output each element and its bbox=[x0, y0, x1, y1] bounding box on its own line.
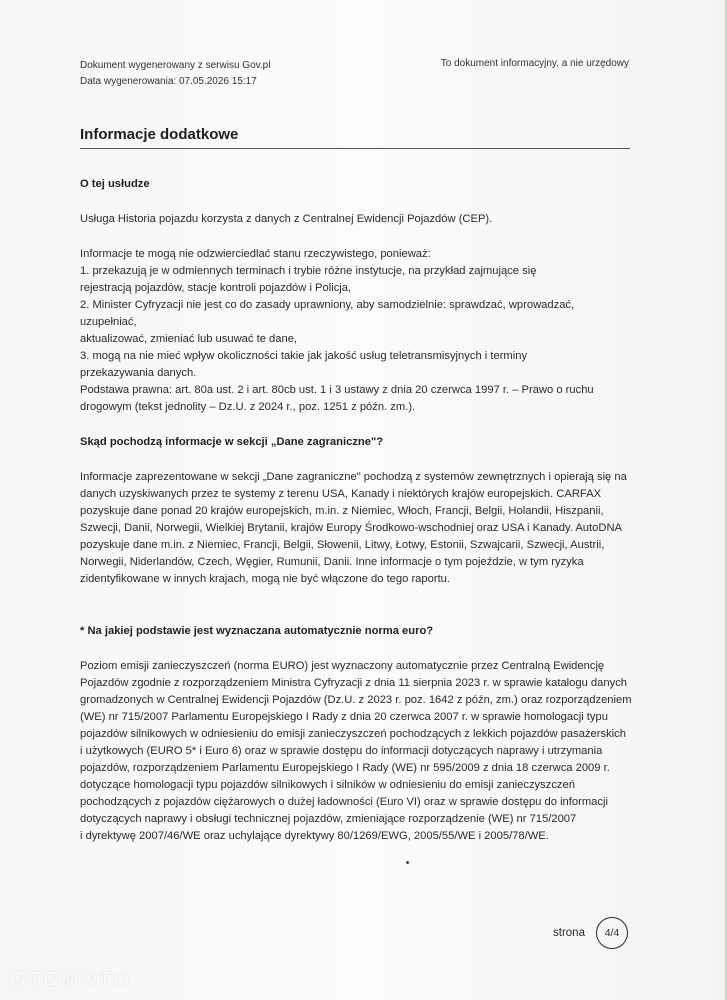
euro-norm-paragraph bbox=[80, 658, 632, 845]
about-line: 3. mogą na nie mieć wpływ okoliczności takie jak jakość usług teletransmisyjnych i terminy bbox=[80, 350, 528, 362]
foreign-line: zidentyfikowane w innych krajach, mogą nie być włączone do tego raportu. bbox=[80, 573, 451, 585]
euro-line: pojazdów silnikowych w odniesieniu do emisji zanieczyszczeń pochodzących z lekkich pojazdów pasażerskich bbox=[80, 728, 626, 740]
foreign-data-heading: Skąd pochodzą informacje w sekcji „Dane zagraniczne"? bbox=[80, 436, 384, 448]
page-number-badge bbox=[596, 917, 628, 949]
document-header-meta bbox=[80, 58, 270, 90]
euro-line: pojazdów, rozporządzeniem Parlamentu Europejskiego I Rady (WE) nr 595/2009 z dnia 18 czerwca 2009 r. bbox=[80, 762, 610, 774]
about-line: 2. Minister Cyfryzacji nie jest co do zasady uprawniony, aby samodzielnie: sprawdzać, wprowadzać, uzupełniać, bbox=[80, 299, 575, 328]
stray-dot bbox=[406, 861, 409, 864]
foreign-data-paragraph bbox=[80, 469, 632, 588]
euro-line: i użytkowych (EURO 5* i Euro 6) oraz w sprawie dostępu do informacji dotyczących naprawy i utrzymania bbox=[80, 745, 603, 757]
euro-line: gromadzonych w Centralnej Ewidencji Pojazdów (Dz.U. z 2023 r. poz. 1642 z późn, zm.) oraz rozporządzeniem bbox=[80, 694, 632, 706]
about-line: Podstawa prawna: art. 80a ust. 2 i art. 80cb ust. 1 i 3 ustawy z dnia 20 czerwca 1997 r. – Prawo o ruchu bbox=[80, 384, 594, 396]
about-line: aktualizować, zmieniać lub usuwać te dane, bbox=[80, 333, 298, 345]
foreign-line: danych uzyskiwanych przez te systemy z terenu USA, Kanady i niektórych krajów europejskich. CARFAX bbox=[80, 488, 602, 500]
info-notice-text: To dokument informacyjny, a nie urzędowy bbox=[440, 58, 629, 69]
about-heading: O tej usłudze bbox=[80, 178, 150, 190]
euro-line: (WE) nr 715/2007 Parlamentu Europejskiego I Rady z dnia 20 czerwca 2007 r. w sprawie homologacji typu bbox=[80, 711, 608, 723]
euro-line: i dyrektywę 2007/46/WE oraz uchylające dyrektywy 80/1269/EWG, 2005/55/WE i 2005/78/WE. bbox=[80, 830, 549, 842]
about-line: drogowym (tekst jednolity – Dz.U. z 2024 r., poz. 1251 z późn. zm.). bbox=[80, 401, 416, 413]
foreign-line: Norwegii, Niderlandów, Czech, Węgier, Rumunii, Danii. Inne informacje o tym pojeździe, w tym ryzyka bbox=[80, 556, 584, 568]
generated-by-text: Dokument wygenerowany z serwisu Gov.pl bbox=[80, 60, 271, 71]
euro-line: Pojazdów zgodnie z rozporządzeniem Ministra Cyfryzacji z dnia 11 sierpnia 2023 r. w sprawie katalogu danych bbox=[80, 677, 628, 689]
page-label: strona bbox=[553, 927, 585, 939]
euro-norm-heading: * Na jakiej podstawie jest wyznaczana automatycznie norma euro? bbox=[80, 625, 434, 637]
about-line: 1. przekazują je w odmiennych terminach i trybie różne instytucje, na przykład zajmujące się bbox=[80, 265, 537, 277]
euro-line: dotyczących naprawy i obsługi technicznej pojazdów, zmieniające rozporządzenie (WE) nr 715/2007 bbox=[80, 813, 577, 825]
document-content bbox=[80, 176, 632, 845]
otomoto-watermark: OTOMOTO bbox=[10, 968, 132, 991]
foreign-line: Informacje zaprezentowane w sekcji „Dane zagraniczne" pochodzą z systemów zewnętrznych i opierają się na bbox=[80, 471, 627, 483]
foreign-line: pozyskuje dane m.in. z Niemiec, Francji, Belgii, Słowenii, Litwy, Łotwy, Estonii, Szwajcarii, Szwecji, Austrii, bbox=[80, 539, 605, 551]
euro-line: Poziom emisji zanieczyszczeń (norma EURO) jest wyznaczony automatycznie przez Centralną Ewidencję bbox=[80, 660, 605, 672]
euro-line: dotyczące homologacji typu pojazdów silnikowych i silników w odniesieniu do emisji zanieczyszczeń bbox=[80, 779, 575, 791]
about-paragraph bbox=[80, 246, 632, 416]
foreign-line: Szwecji, Danii, Norwegii, Wielkiej Brytanii, krajów Europy Środkowo-wschodniej oraz USA i Kanady. AutoDNA bbox=[80, 522, 622, 534]
generated-at-text: Data wygenerowania: 07.05.2026 15:17 bbox=[80, 76, 257, 87]
about-line: Informacje te mogą nie odzwierciedlać stanu rzeczywistego, ponieważ: bbox=[80, 248, 431, 260]
section-divider bbox=[80, 148, 630, 149]
section-title: Informacje dodatkowe bbox=[80, 126, 239, 143]
page-number: 4/4 bbox=[604, 927, 620, 939]
euro-line: pochodzących z pojazdów ciężarowych o dużej ładowności (Euro VI) oraz w sprawie dostępu do informacji bbox=[80, 796, 608, 808]
about-line: przekazywania danych. bbox=[80, 367, 197, 379]
foreign-line: pozyskuje dane ponad 20 krajów europejskich, m.in. z Niemiec, Włoch, Francji, Belgii, Holandii, Hiszpanii, bbox=[80, 505, 604, 517]
about-line: rejestracją pojazdów, stacje kontroli pojazdów i Policja, bbox=[80, 282, 352, 294]
about-intro: Usługa Historia pojazdu korzysta z danych z Centralnej Ewidencji Pojazdów (CEP). bbox=[80, 213, 493, 225]
